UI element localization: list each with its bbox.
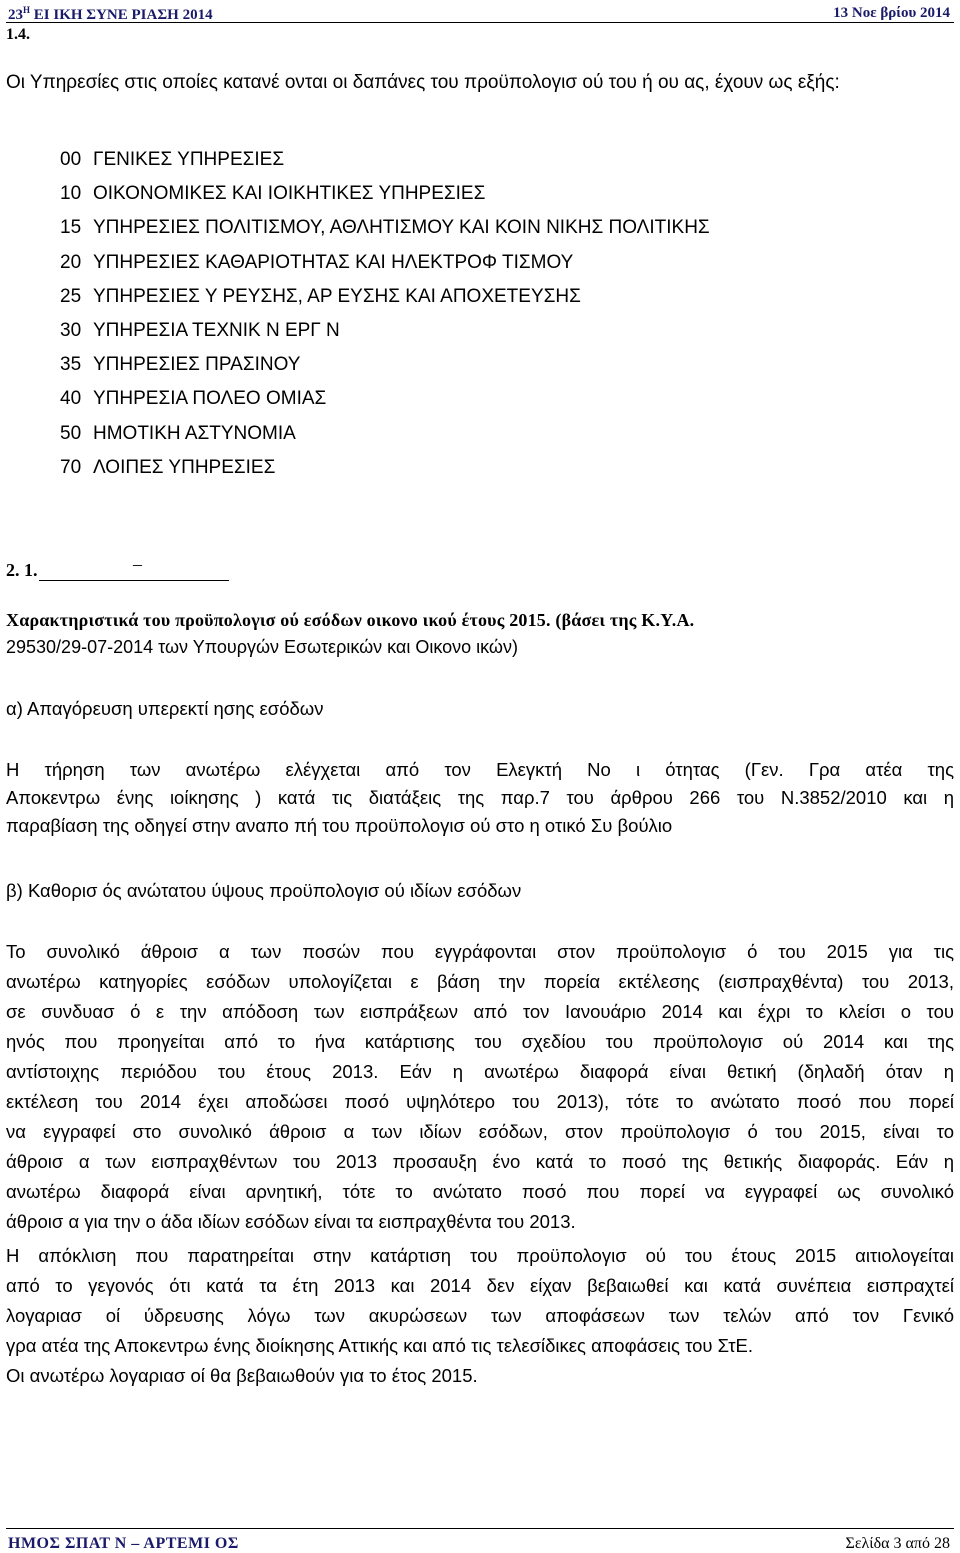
- service-row: [60, 143, 710, 177]
- page-footer: [6, 1528, 954, 1552]
- paragraph-line: ανωτέρω διαφορά είναι αρνητική, τότε το ανώτατο ποσό που πορεί να εγγραφεί ως συνολικό: [6, 1181, 954, 1202]
- header-date: 13 Νοε βρίου 2014: [833, 5, 950, 21]
- service-name: ΥΠΗΡΕΣΙΕΣ ΚΑΘΑΡΙΟΤΗΤΑΣ ΚΑΙ ΗΛΕΚΤΡΟΦ ΤΙΣΜΟΥ: [93, 251, 574, 273]
- paragraph-line: Αποκεντρω ένης ιοίκησης ) κατά τις διατάξεις της παρ.7 του άρθρου 266 του Ν.3852/2010 και η: [6, 787, 954, 808]
- paragraph-line: άθροισ α για την ο άδα ιδίων εσόδων είναι τα εισπραχθέντα του 2013.: [6, 1211, 576, 1232]
- paragraph-line: εκτέλεση του 2014 έχει αποδώσει ποσό υψηλότερο του 2013), τότε το ανώτατο ποσό που πορεί: [6, 1091, 954, 1112]
- service-row: [60, 211, 710, 245]
- page-header: [6, 2, 954, 23]
- service-name: ΟΙΚΟΝΟΜΙΚΕΣ ΚΑΙ ΙΟΙΚΗΤΙΚΕΣ ΥΠΗΡΕΣΙΕΣ: [93, 183, 486, 205]
- characteristics-heading: Χαρακτηριστικά του προϋπολογισ ού εσόδων οικονο ικού έτους 2015. (βάσει της Κ.Υ.Α.: [6, 610, 695, 630]
- paragraph-line: ηνός που προηγείται από το ήνα κατάρτισης του σχεδίου του προϋπολογισ ού 2014 και της: [6, 1031, 954, 1052]
- footer-municipality: ΗΜΟΣ ΣΠΑΤ Ν – ΑΡΤΕΜΙ ΟΣ: [8, 1535, 239, 1552]
- service-row: [60, 280, 710, 314]
- paragraph-line: παραβίαση της οδηγεί στην αναπο πή του προϋπολογισ ού στο η οτικό Συ βούλιο: [6, 815, 673, 836]
- service-row: [60, 246, 710, 280]
- service-row: [60, 314, 710, 348]
- service-row: [60, 348, 710, 382]
- paragraph-line: Η τήρηση των ανωτέρω ελέγχεται από τον Ελεγκτή Νο ι ότητας (Γεν. Γρα ατέα της: [6, 759, 954, 780]
- service-row: [60, 417, 710, 451]
- header-session-superscript: Η: [23, 5, 31, 15]
- item-b-paragraph: [6, 937, 954, 1237]
- paragraph-line: άθροισ α των εισπραχθέντων του 2013 προσαυξη ένο κατά το ποσό της θετικής διαφοράς. Εάν η: [6, 1151, 954, 1172]
- section-2-1-heading: [6, 554, 142, 581]
- service-name: ΥΠΗΡΕΣΙΕΣ ΠΡΑΣΙΝΟΥ: [93, 354, 301, 376]
- characteristics-subheading: 29530/29-07-2014 των Υπουργών Εσωτερικών και Οικονο ικών): [6, 637, 518, 657]
- service-name: ΥΠΗΡΕΣΙΕΣ Υ ΡΕΥΣΗΣ, ΑΡ ΕΥΣΗΣ ΚΑΙ ΑΠΟΧΕΤΕΥΣΗΣ: [93, 285, 581, 307]
- paragraph-line: να εγγραφεί στο συνολικό άθροισ α των ιδίων εσόδων, στον προϋπολογισ ό του 2015, είναι το: [6, 1121, 954, 1142]
- service-name: ΗΜΟΤΙΚΗ ΑΣΤΥΝΟΜΙΑ: [93, 422, 296, 444]
- header-session-number: 23: [8, 7, 23, 23]
- item-a-title: α) Απαγόρευση υπερεκτί ησης εσόδων: [6, 698, 324, 719]
- paragraph-line: γρα ατέα της Αποκεντρω ένης διοίκησης Αττικής και από τις τελεσίδικες αποφάσεις του ΣτΕ.: [6, 1335, 754, 1356]
- section-number: 1.4.: [6, 26, 30, 43]
- service-row: [60, 451, 710, 485]
- service-name: ΓΕΝΙΚΕΣ ΥΠΗΡΕΣΙΕΣ: [93, 149, 285, 170]
- service-name: ΛΟΙΠΕΣ ΥΠΗΡΕΣΙΕΣ: [93, 456, 276, 478]
- service-code: 50: [60, 422, 82, 444]
- section-2-1-number: 2. 1.: [6, 560, 38, 580]
- service-code: 30: [60, 319, 82, 341]
- service-row: [60, 382, 710, 416]
- paragraph-line: ανωτέρω κατηγορίες εσόδων υπολογίζεται ε βάση την πορεία εκτέλεσης (εισπραχθέντα) του 2013,: [6, 971, 954, 992]
- intro-paragraph: Οι Υπηρεσίες στις οποίες κατανέ ονται οι δαπάνες του προϋπολογισ ού του ή ου ας, έχουν ως εξής:: [6, 72, 840, 93]
- deviation-paragraph: [6, 1241, 954, 1361]
- service-row: [60, 177, 710, 211]
- service-code: 40: [60, 388, 82, 410]
- service-code: 35: [60, 354, 82, 376]
- service-code: 15: [60, 217, 82, 239]
- service-code: 25: [60, 285, 82, 307]
- header-session-title: [8, 5, 213, 24]
- service-code: 10: [60, 183, 82, 205]
- service-name: ΥΠΗΡΕΣΙΕΣ ΠΟΛΙΤΙΣΜΟΥ, ΑΘΛΗΤΙΣΜΟΥ ΚΑΙ ΚΟΙΝ ΝΙΚΗΣ ΠΟΛΙΤΙΚΗΣ: [93, 217, 710, 239]
- footer-page-number: Σελίδα 3 από 28: [845, 1535, 950, 1552]
- section-2-1-underline: [39, 580, 229, 581]
- section-2-1-dash: –: [133, 554, 142, 574]
- service-code: 00: [60, 149, 82, 170]
- service-name: ΥΠΗΡΕΣΙΑ ΠΟΛΕΟ ΟΜΙΑΣ: [93, 388, 327, 410]
- final-line: Οι ανωτέρω λογαριασ οί θα βεβαιωθούν για το έτος 2015.: [6, 1365, 478, 1386]
- service-code: 20: [60, 251, 82, 273]
- paragraph-line: από το γεγονός ότι κατά τα έτη 2013 και 2014 δεν είχαν βεβαιωθεί και κατά συνέπεια εισπραχτεί: [6, 1275, 954, 1296]
- header-session-text: ΕΙ ΙΚΗ ΣΥΝΕ ΡΙΑΣΗ 2014: [33, 7, 213, 23]
- service-name: ΥΠΗΡΕΣΙΑ ΤΕΧΝΙΚ Ν ΕΡΓ Ν: [93, 319, 340, 341]
- paragraph-line: λογαριασ οί ύδρευσης λόγω των ακυρώσεων των αποφάσεων των τελών από τον Γενικό: [6, 1305, 954, 1326]
- paragraph-line: Το συνολικό άθροισ α των ποσών που εγγράφονται στον προϋπολογισ ό του 2015 για τις: [6, 941, 954, 962]
- services-list: [60, 143, 710, 485]
- paragraph-line: σε συνδυασ ό ε την απόδοση των εισπράξεων από τον Ιανουάριο 2014 και έχρι το κλείσι ο του: [6, 1001, 954, 1022]
- paragraph-line: Η απόκλιση που παρατηρείται στην κατάρτιση του προϋπολογισ ού του έτους 2015 αιτιολογείται: [6, 1245, 954, 1266]
- item-a-paragraph: [6, 756, 954, 840]
- service-code: 70: [60, 456, 82, 478]
- paragraph-line: αντίστοιχης περιόδου του έτους 2013. Εάν η ανωτέρω διαφορά είναι θετική (δηλαδή όταν η: [6, 1061, 954, 1082]
- item-b-title: β) Καθορισ ός ανώτατου ύψους προϋπολογισ ού ιδίων εσόδων: [6, 880, 522, 901]
